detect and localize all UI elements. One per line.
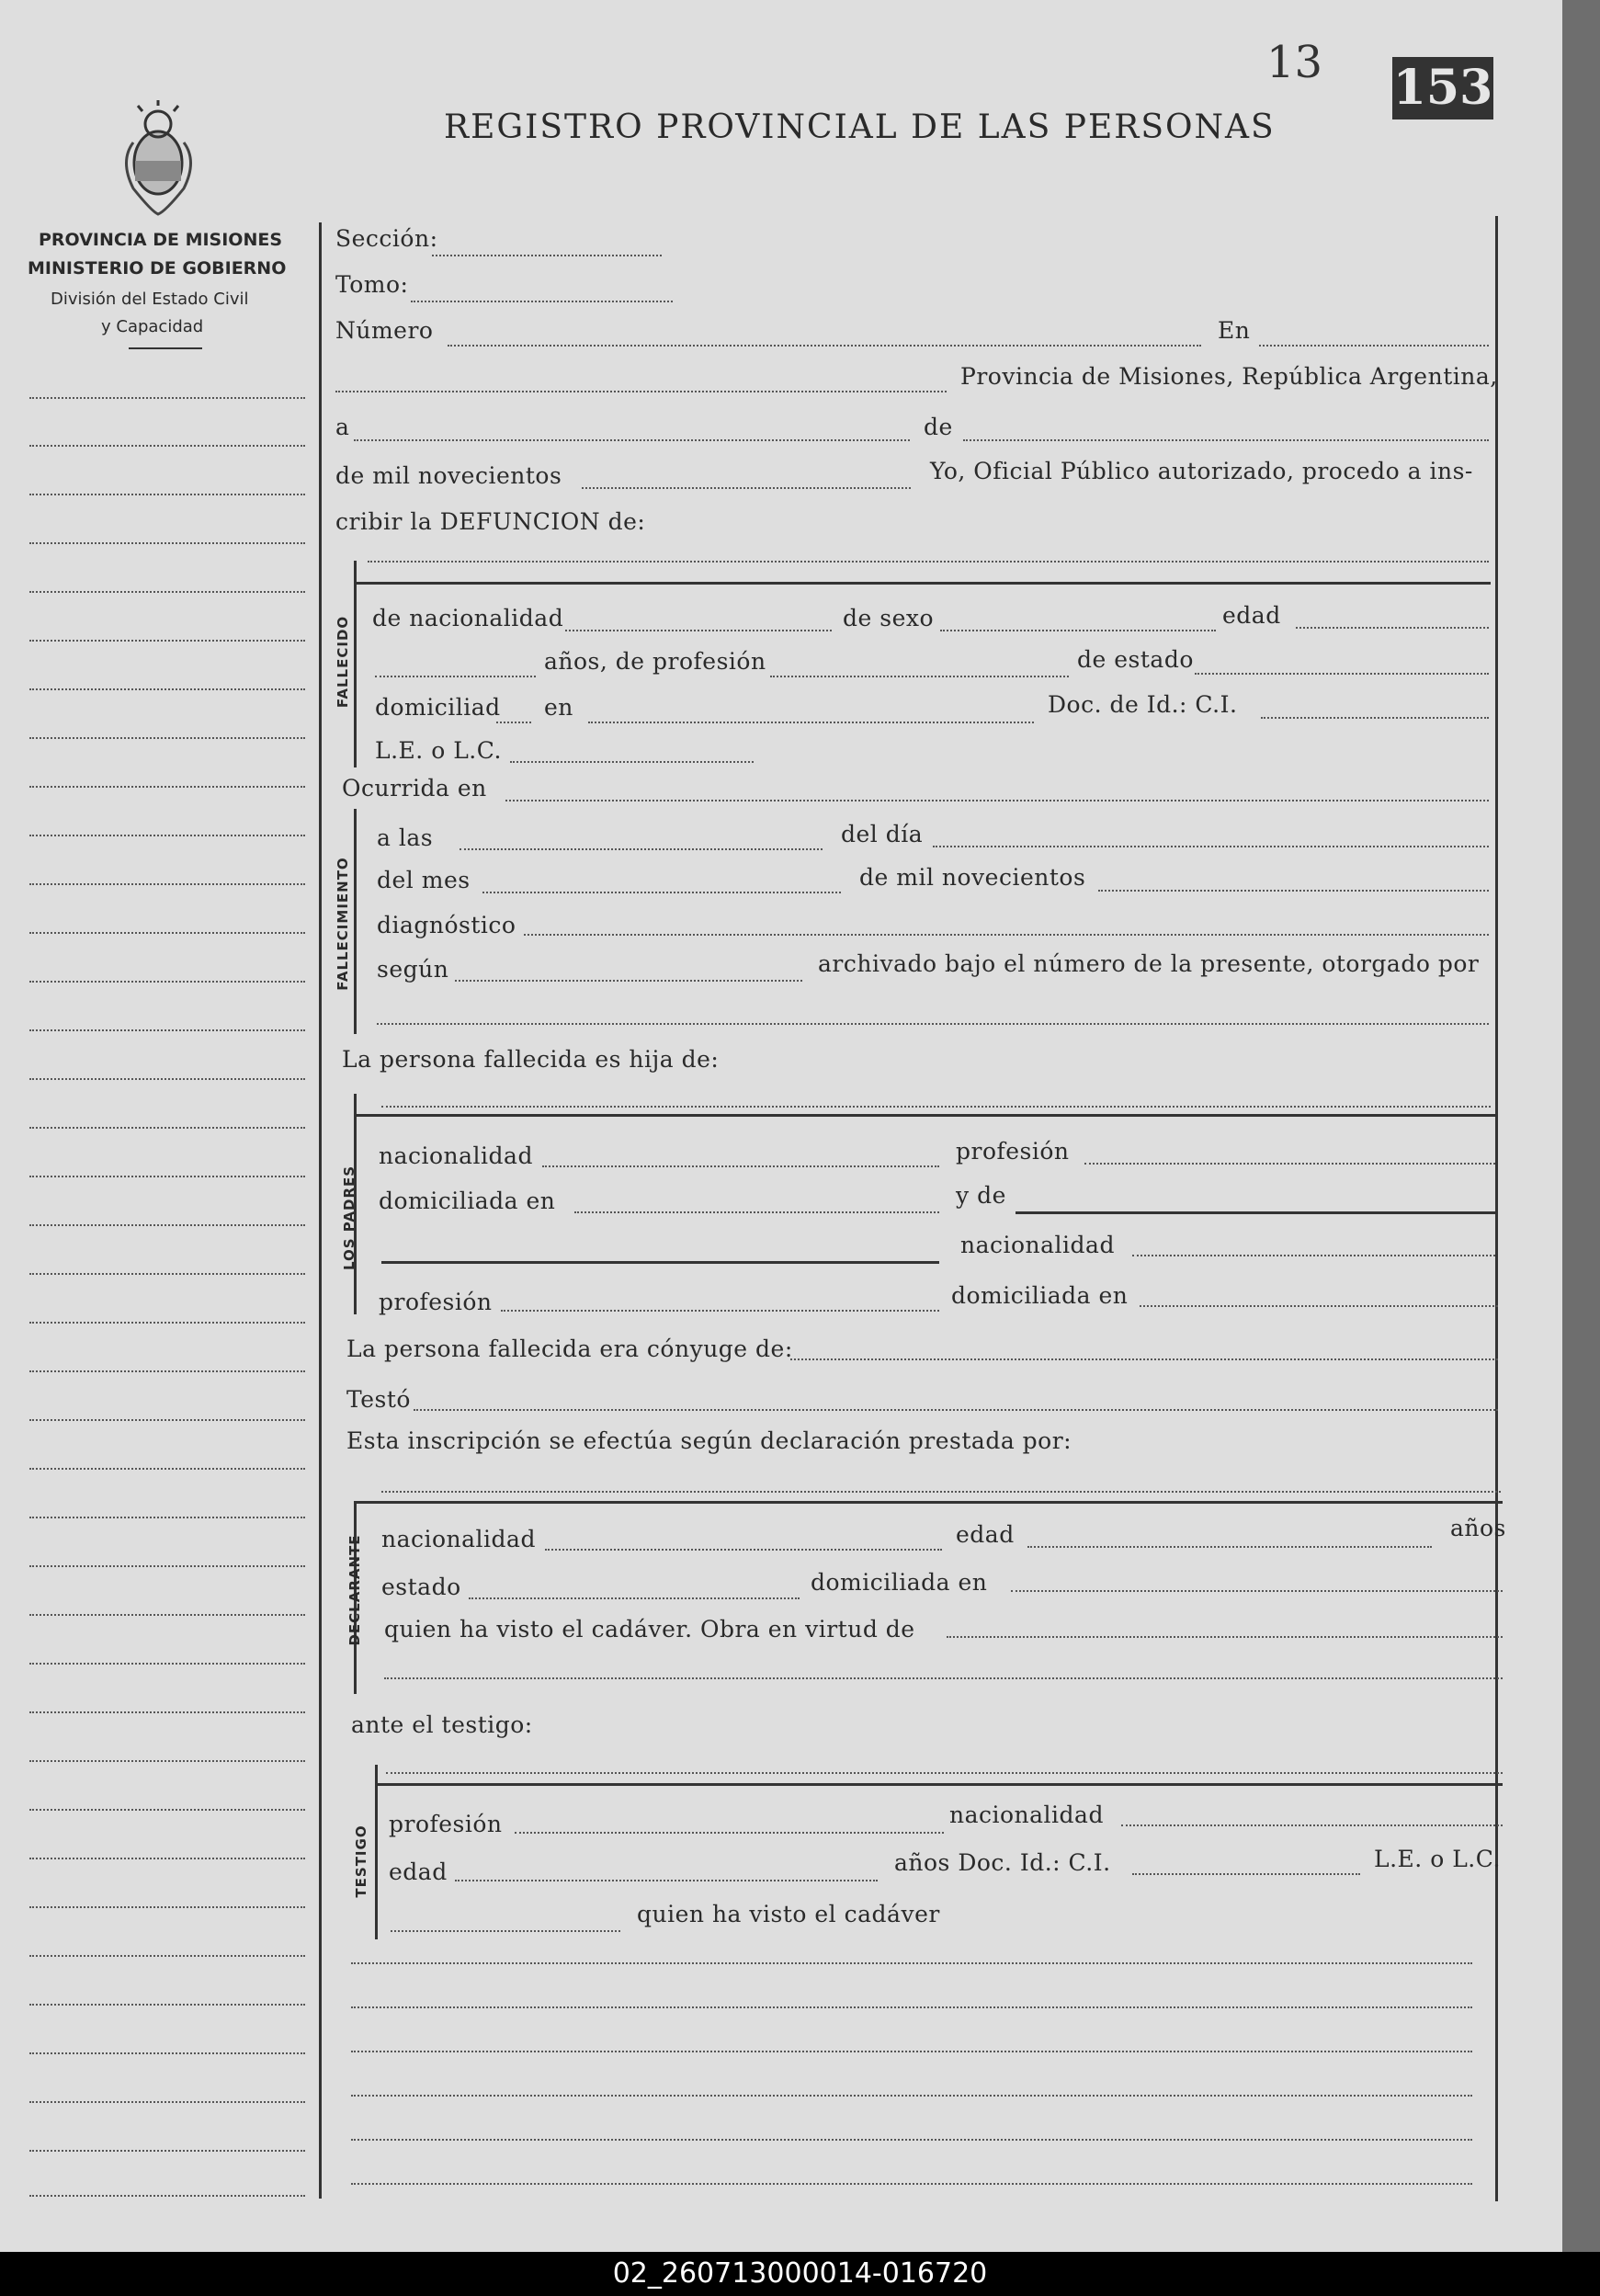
heading-capacity: y Capacidad: [101, 317, 204, 336]
field-edad[interactable]: [1296, 627, 1489, 629]
field-le-lc[interactable]: [510, 761, 754, 763]
label-del-mes: del mes: [377, 867, 471, 893]
label-nacionalidad: de nacionalidad: [372, 605, 564, 631]
field-ci[interactable]: [1261, 717, 1489, 719]
field-a[interactable]: [354, 439, 910, 441]
field-declarante-nacionalidad[interactable]: [545, 1549, 942, 1551]
testigo-top-rule: [375, 1783, 1503, 1786]
field-testigo-nacionalidad[interactable]: [1121, 1824, 1503, 1826]
section-label-fallecido: FALLECIDO: [335, 615, 351, 709]
label-testigo-nacionalidad: nacionalidad: [949, 1802, 1104, 1828]
field-anos[interactable]: [375, 676, 536, 677]
label-declarante-quien: quien ha visto el cadáver. Obra en virtud de: [384, 1616, 915, 1642]
label-inscribir: cribir la DEFUNCION de:: [335, 508, 646, 535]
field-padre-domicilio[interactable]: [574, 1211, 939, 1213]
label-madre-domiciliada: domiciliada en: [951, 1282, 1129, 1309]
field-padre-nacionalidad[interactable]: [542, 1165, 939, 1167]
label-testigo-le-lc: L.E. o L.C.: [1374, 1846, 1501, 1872]
field-madre-nombre-cont[interactable]: [381, 1261, 939, 1264]
field-numero[interactable]: [448, 345, 1201, 347]
field-madre-domicilio[interactable]: [1140, 1305, 1498, 1307]
section-label-fallecimiento: FALLECIMIENTO: [335, 857, 351, 991]
field-madre-nombre[interactable]: [1016, 1211, 1495, 1214]
field-testigo-profesion[interactable]: [515, 1832, 944, 1834]
label-declarante-anos: años: [1450, 1515, 1506, 1541]
field-obra-virtud-cont[interactable]: [384, 1677, 1503, 1679]
label-numero: Número: [335, 317, 434, 344]
field-testo[interactable]: [414, 1409, 1498, 1411]
label-le-lc: L.E. o L.C.: [375, 737, 502, 764]
label-testigo-edad: edad: [389, 1858, 448, 1885]
scan-code-footer: 02_260713000014-016720: [0, 2252, 1600, 2296]
label-diagnostico: diagnóstico: [377, 912, 516, 938]
label-declarante-estado: estado: [381, 1574, 461, 1600]
heading-ministry: MINISTERIO DE GOBIERNO: [28, 258, 287, 278]
heading-underline: [129, 347, 202, 349]
label-en: En: [1218, 317, 1251, 344]
field-sexo[interactable]: [940, 630, 1216, 631]
field-diagnostico[interactable]: [524, 934, 1489, 936]
label-padre-nacionalidad: nacionalidad: [379, 1142, 533, 1169]
field-dia[interactable]: [933, 846, 1489, 847]
page-title: REGISTRO PROVINCIAL DE LAS PERSONAS: [444, 108, 1276, 146]
field-padre-nombre[interactable]: [381, 1106, 1491, 1108]
fallecimiento-bracket: [354, 809, 357, 1034]
label-madre-profesion: profesión: [379, 1289, 493, 1315]
label-sexo: de sexo: [843, 605, 935, 631]
label-conyuge: La persona fallecida era cónyuge de:: [346, 1336, 793, 1362]
label-inscripcion: Esta inscripción se efectúa según declaración prestada por:: [346, 1427, 1072, 1454]
label-testigo-anos-doc: años Doc. Id.: C.I.: [894, 1849, 1111, 1876]
fallecido-bracket: [354, 561, 357, 767]
field-declarante-estado[interactable]: [469, 1597, 800, 1599]
section-label-declarante: DECLARANTE: [346, 1534, 363, 1646]
label-ante-testigo: ante el testigo:: [351, 1711, 533, 1738]
field-hora[interactable]: [460, 848, 823, 850]
label-de: de: [924, 414, 953, 440]
field-conyuge[interactable]: [790, 1358, 1498, 1360]
label-declarante-nacionalidad: nacionalidad: [381, 1526, 536, 1552]
label-de-mil-fallecimiento: de mil novecientos: [859, 864, 1086, 891]
label-padre-domiciliada: domiciliada en: [379, 1188, 556, 1214]
label-oficial: Yo, Oficial Público autorizado, procedo a ins-: [930, 458, 1473, 484]
label-anos-profesion: años, de profesión: [544, 648, 766, 675]
label-domiciliado: domiciliad: [375, 694, 501, 721]
field-ocurrida[interactable]: [505, 800, 1489, 801]
label-testigo-quien: quien ha visto el cadáver: [637, 1901, 940, 1927]
label-edad: edad: [1222, 602, 1281, 629]
label-provincia: Provincia de Misiones, República Argentina,: [960, 363, 1498, 390]
field-declarante-domicilio[interactable]: [1011, 1590, 1503, 1592]
margin-separator: [319, 222, 322, 2199]
label-doc-ci: Doc. de Id.: C.I.: [1048, 691, 1238, 718]
label-declarante-domiciliada: domiciliada en: [811, 1569, 988, 1596]
label-hija-de: La persona fallecida es hija de:: [342, 1046, 720, 1073]
heading-province: PROVINCIA DE MISIONES: [39, 230, 283, 250]
label-y-de: y de: [956, 1182, 1006, 1209]
field-segun[interactable]: [455, 980, 802, 982]
right-border: [1495, 216, 1498, 2201]
field-domicilio[interactable]: [588, 722, 1034, 723]
field-tomo[interactable]: [411, 301, 673, 302]
label-a: a: [335, 414, 350, 440]
declarante-top-rule: [354, 1501, 1503, 1504]
field-testigo-edad[interactable]: [455, 1880, 878, 1881]
padres-top-rule: [354, 1114, 1498, 1117]
label-declarante-edad: edad: [956, 1521, 1015, 1548]
field-madre-nacionalidad[interactable]: [1132, 1255, 1495, 1256]
field-estado[interactable]: [1195, 673, 1489, 675]
field-ano[interactable]: [582, 487, 911, 489]
field-madre-profesion[interactable]: [501, 1310, 939, 1312]
binding-edge: [1562, 0, 1600, 2252]
label-testigo-profesion: profesión: [389, 1811, 503, 1837]
label-madre-nacionalidad: nacionalidad: [960, 1232, 1115, 1258]
field-mes[interactable]: [482, 892, 841, 893]
field-nacionalidad[interactable]: [565, 630, 832, 631]
stamp-number: 153: [1392, 57, 1493, 119]
label-seccion: Sección:: [335, 225, 438, 252]
label-testo: Testó: [346, 1386, 411, 1413]
field-de[interactable]: [963, 439, 1489, 441]
label-del-dia: del día: [841, 821, 924, 847]
section-label-testigo: TESTIGO: [353, 1824, 369, 1898]
label-a-las: a las: [377, 824, 434, 851]
label-ocurrida: Ocurrida en: [342, 775, 487, 801]
label-estado: de estado: [1077, 646, 1194, 673]
field-padre-profesion[interactable]: [1084, 1163, 1495, 1165]
field-otorgado-por[interactable]: [377, 1023, 1489, 1025]
field-en[interactable]: [1259, 345, 1489, 347]
page-number: 13: [1266, 37, 1323, 88]
heading-division: División del Estado Civil: [51, 290, 249, 309]
field-lugar[interactable]: [335, 391, 947, 392]
field-nombre[interactable]: [368, 561, 1489, 563]
label-archivado: archivado bajo el número de la presente, otorgado por: [818, 950, 1480, 977]
label-segun: según: [377, 956, 449, 983]
fallecido-top-rule: [354, 582, 1491, 585]
field-profesion[interactable]: [770, 676, 1069, 677]
section-label-padres: LOS PADRES: [341, 1165, 357, 1271]
field-ano-fallecimiento[interactable]: [1098, 890, 1489, 892]
field-obra-virtud[interactable]: [947, 1636, 1503, 1638]
field-domiciliado-suffix[interactable]: [496, 722, 531, 723]
field-declarante-edad[interactable]: [1027, 1546, 1432, 1548]
field-testigo-ci[interactable]: [1132, 1873, 1360, 1875]
label-de-mil: de mil novecientos: [335, 462, 562, 489]
testigo-bracket: [375, 1765, 378, 1939]
field-testigo-le-lc[interactable]: [391, 1930, 620, 1932]
label-tomo: Tomo:: [335, 271, 409, 298]
field-seccion[interactable]: [432, 255, 662, 256]
coat-of-arms-icon: [115, 97, 202, 216]
field-testigo-nombre[interactable]: [386, 1772, 1503, 1774]
field-declarante-nombre[interactable]: [381, 1491, 1501, 1493]
label-domiciliado-en: en: [544, 694, 573, 721]
label-padre-profesion: profesión: [956, 1138, 1070, 1165]
